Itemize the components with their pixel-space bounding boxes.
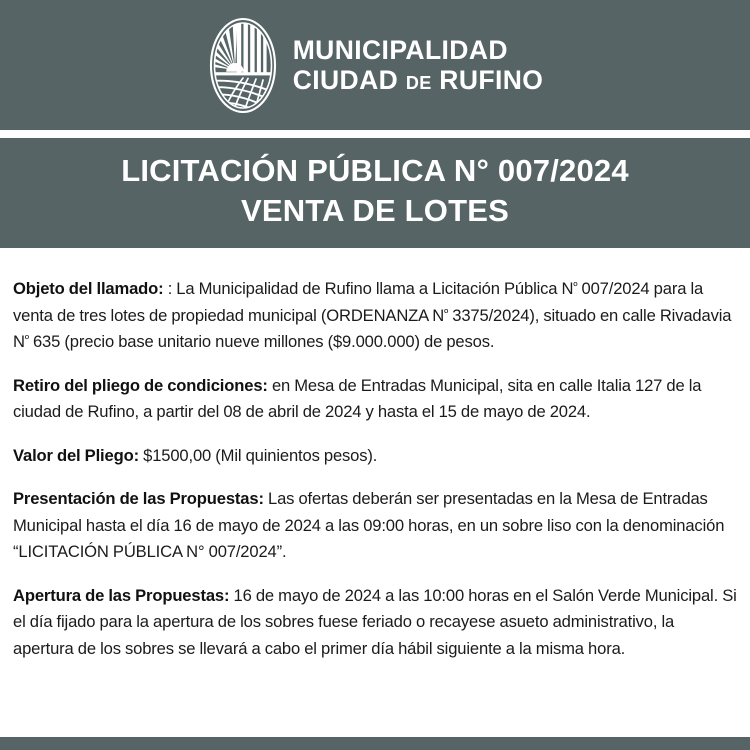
paragraph-retiro-del-pliego <box>13 373 738 426</box>
paragraph-text-objeto-d: 635 (precio base unitario nueve millones ($9.000.000) de pesos. <box>28 332 495 352</box>
paragraph-text-objeto-c: 3375/2024), situado en calle Rivadavia N <box>13 305 732 352</box>
brand-ciudad: CIUDAD <box>292 65 399 95</box>
footer-band <box>0 737 750 750</box>
paragraph-text-retiro: en Mesa de Entradas Municipal, sita en calle Italia 127 de la ciudad de Rufino, a partir del 08 de abril de 2024 y hasta el 15 de mayo de 2024. <box>13 375 702 422</box>
paragraph-lead-retiro: Retiro del pliego de condiciones: <box>13 375 268 395</box>
notice-body <box>0 248 750 737</box>
brand-lockup <box>207 15 544 116</box>
paragraph-lead-apertura: Apertura de las Propuestas: <box>13 585 230 605</box>
paragraph-presentacion-propuestas <box>13 486 738 566</box>
paragraph-text-apertura: 16 de mayo de 2024 a las 10:00 horas en el Salón Verde Municipal. Si el día fijado para la apertura de los sobres fuese feriado o recayese asueto administrativo, la apertura de los sobres se llevará a cabo el primer día hábil siguiente a la misma hora. <box>13 585 737 659</box>
brand-rufino: RUFINO <box>439 65 544 95</box>
paragraph-lead-objeto: Objeto del llamado: <box>13 279 164 298</box>
ordinal-mark-2: º <box>444 306 449 319</box>
header-divider <box>0 130 750 138</box>
paragraph-objeto-del-llamado <box>13 276 738 356</box>
brand-de: DE <box>405 73 432 93</box>
municipality-crest-icon <box>207 15 279 116</box>
brand-text <box>292 34 544 95</box>
paragraph-text-objeto-a: : La Municipalidad de Rufino llama a Licitación Pública N <box>163 279 574 298</box>
paragraph-lead-valor: Valor del Pliego: <box>13 445 139 465</box>
paragraph-text-presentacion: Las ofertas deberán ser presentadas en la Mesa de Entradas Municipal hasta el día 16 de mayo de 2024 a las 09:00 horas, en un sobre liso con la denominación “LICITACIÓN PÚBLICA N° 007/2024”. <box>13 489 725 562</box>
paragraph-apertura-propuestas <box>13 583 738 663</box>
brand-line-ciudad-de-rufino <box>293 67 544 94</box>
page-title-line-1: LICITACIÓN PÚBLICA N° 007/2024 <box>121 153 629 189</box>
header-band <box>0 0 750 130</box>
paragraph-text-objeto-b: 007/2024 para la venta de tres lotes de propiedad municipal (ORDENANZA N <box>13 279 704 325</box>
page-title-line-2: VENTA DE LOTES <box>240 193 510 228</box>
brand-line-municipalidad: MUNICIPALIDAD <box>292 34 508 65</box>
paragraph-lead-presentacion: Presentación de las Propuestas: <box>13 489 264 509</box>
ordinal-mark-1: º <box>573 280 578 293</box>
ordinal-mark-3: º <box>24 333 29 346</box>
paragraph-valor-del-pliego <box>13 443 738 470</box>
paragraph-text-valor: $1500,00 (Mil quinientos pesos). <box>138 445 378 465</box>
title-band <box>0 138 750 248</box>
